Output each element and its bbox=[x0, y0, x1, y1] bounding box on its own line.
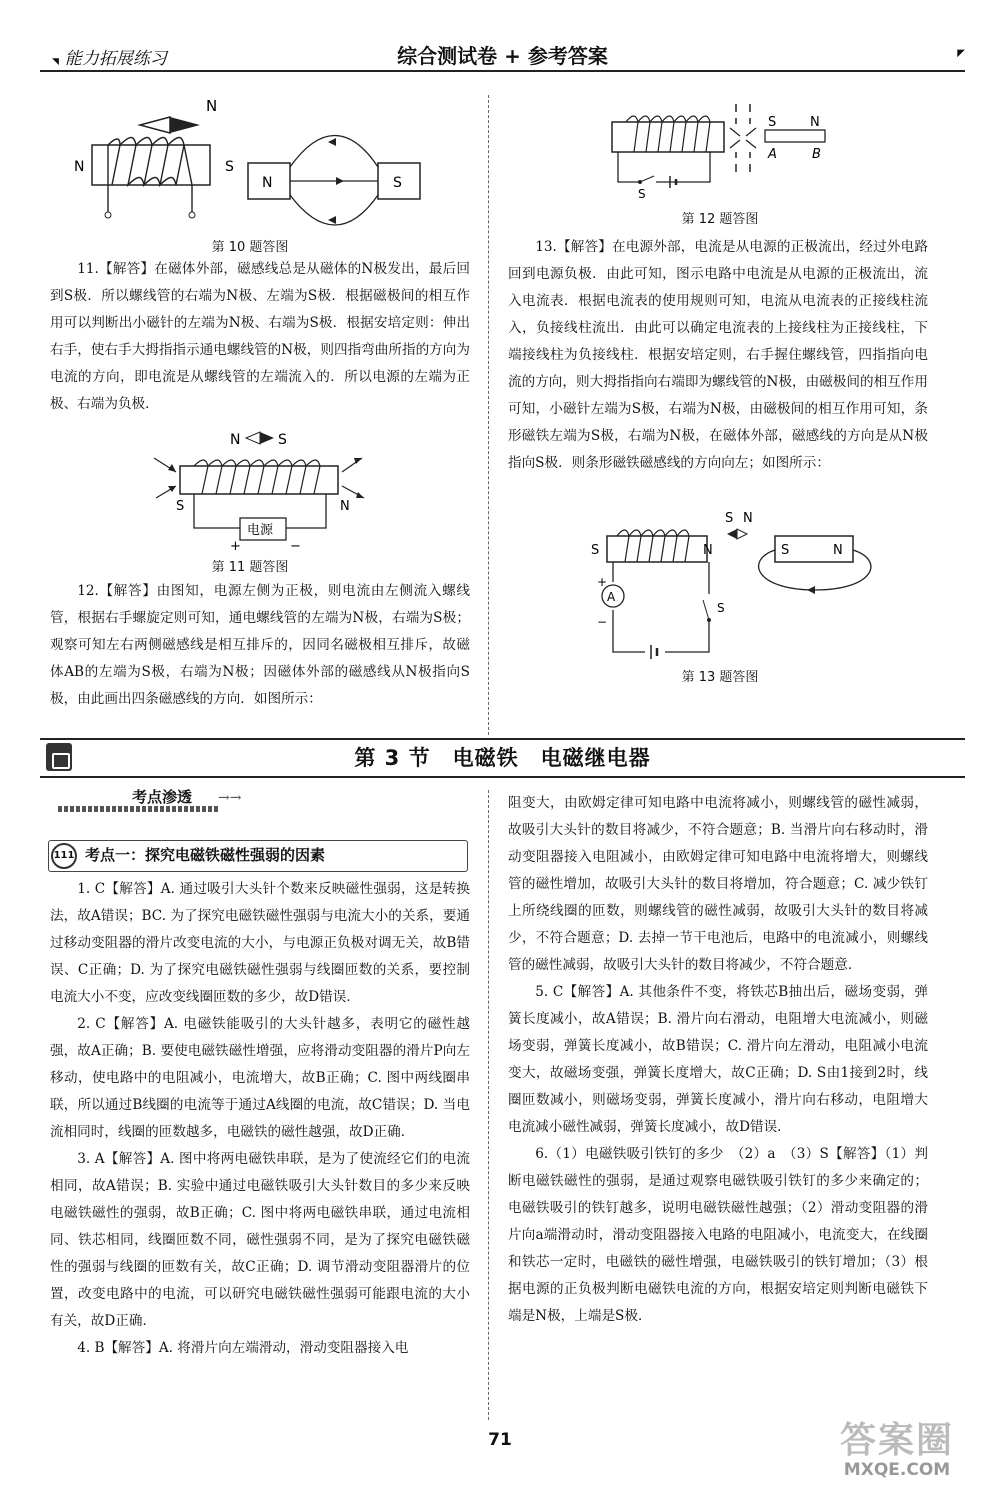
point1-heading bbox=[48, 840, 468, 872]
answer-5: 5. C【解答】A. 其他条件不变，将铁芯B抽出后，磁场变弱，弹簧长度减小，故A错误；B. 滑片向右滑动，电阻增大电流减小，则磁场变弱，弹簧长度减小，故B错误；C. 滑片向左滑动，电阻减小电流变大，故磁场变强，弹簧长度增大，故C正确；D. S由1接到2时，线圈匝数减小，则磁场变弱，弹簧长度减小，滑片向右移动，电阻增大电流减小磁性减弱，弹簧长度减小，故D错误． bbox=[508, 984, 928, 1135]
section-title: 第 3 节 电磁铁 电磁继电器 bbox=[354, 746, 651, 770]
header-corner-mark: ◤ bbox=[957, 48, 965, 59]
fig13-n-bar-label: N bbox=[833, 543, 843, 558]
q13-answer bbox=[508, 234, 928, 477]
fig12-switch-label: S bbox=[638, 187, 646, 200]
fig11-caption: 第 11 题答图 bbox=[211, 560, 289, 575]
fig11-right-n-label: N bbox=[340, 499, 350, 514]
answer-1: 1. C【解答】A. 通过吸引大头针个数来反映磁性强弱，这是转换法，故A错误；BC. 为了探究电磁铁磁性强弱与电流大小的关系，要通过移动变阻器的滑片改变电流的大小，与电源正负极对调无关，故B错误、C正确；D. 为了探究电磁铁磁性强弱与线圈匝数的关系，要控制电流大小不变，应改变线圈匝数的多少，故D错误． bbox=[50, 881, 470, 1005]
q13-paragraph: 13.【解答】在电源外部，电流是从电源的正极流出，经过外电路回到电源负极．由此可知，图示电路中电流是从电源的正极流出，流入电流表．根据电流表的使用规则可知，电流从电流表的正接线柱流入，负接线柱流出．由此可以确定电流表的上接线柱为正接线柱，下端接线柱为负接线柱．根据安培定则，右手握住螺线管，四指指向电流的方向，则大拇指指向右端即为螺线管的N极，由磁极间的相互作用可知，小磁针左端为S极，右端为N极，由磁极间的相互作用可知，条形磁铁左端为S极，右端为N极，在磁体外部，磁感线的方向是从N极指向S极．则条形磁铁磁感线的方向向左；如图所示： bbox=[508, 239, 928, 471]
fig13-ammeter-label: A bbox=[607, 590, 616, 604]
fig10-magnet-n-label: N bbox=[262, 175, 273, 191]
page-header bbox=[40, 40, 965, 72]
fig13-s-bar-label: S bbox=[781, 543, 790, 558]
fig10-n-left-label: N bbox=[74, 159, 85, 175]
q12-answer bbox=[50, 578, 470, 713]
figure-10 bbox=[60, 95, 460, 235]
fig12-b-label: B bbox=[812, 147, 821, 162]
watermark-logo bbox=[822, 1412, 972, 1484]
answers-right-column bbox=[508, 790, 928, 1330]
kaodian-arrows-icon: →→ bbox=[218, 790, 242, 806]
answer-3: 3. A【解答】A. 图中将两电磁铁串联，是为了使流经它们的电流相同，故A错误；B. 实验中通过电磁铁吸引大头针数目的多少来反映电磁铁磁性的强弱，故B正确；C. 图中将两电磁铁串联，通过电流相同、铁芯相同，线圈匝数不同，磁性强弱不同，是为了探究电磁铁磁性的强弱与线圈的匝数有关，故C正确；D. 调节滑动变阻器滑片的位置，改变电路中的电流，可以研究电磁铁磁性强弱可能跟电流的大小有关，故D正确． bbox=[50, 1151, 470, 1329]
header-center-title: 综合测试卷 + 参考答案 bbox=[397, 44, 608, 68]
fig12-caption: 第 12 题答图 bbox=[681, 212, 759, 227]
watermark-top: 答案圈 bbox=[839, 1420, 954, 1461]
figure-13 bbox=[585, 510, 885, 665]
fig10-magnet-s-label: S bbox=[393, 175, 402, 191]
section-title-bar bbox=[40, 738, 965, 778]
q12-paragraph: 12.【解答】由图知，电源左侧为正极，则电流由左侧流入螺线管，根据右手螺旋定则可知，通电螺线管的左端为N极，右端为S极；观察可知左右两侧磁感线是相互排斥的，因同名磁极相互排斥，故磁体AB的左端为S极，右端为N极；因磁体外部的磁感线从N极指向S极，由此画出四条磁感线的方向．如图所示： bbox=[50, 583, 470, 707]
answer-4-start: 4. B【解答】A. 将滑片向左端滑动，滑动变阻器接入电 bbox=[77, 1340, 409, 1356]
fig10-s-right-label: S bbox=[225, 159, 234, 175]
watermark-bottom: MXQE.COM bbox=[843, 1460, 951, 1480]
figure-12 bbox=[600, 100, 840, 200]
fig11-minus-label: − bbox=[290, 539, 301, 554]
answers-left-column bbox=[50, 876, 470, 1362]
fig13-s-coil-label: S bbox=[591, 543, 600, 558]
point-badge-icon: 111 bbox=[51, 843, 77, 869]
fig13-minus-label: − bbox=[597, 615, 608, 629]
fig10-caption: 第 10 题答图 bbox=[211, 240, 289, 255]
page-number: 71 bbox=[488, 1430, 512, 1450]
fig12-a-label: A bbox=[768, 147, 777, 162]
column-divider-bottom bbox=[488, 790, 489, 1420]
fig13-n-top-label: N bbox=[743, 511, 753, 526]
header-left-title: ◥ 能力拓展练习 bbox=[52, 44, 167, 69]
fig10-n-top-label: N bbox=[206, 97, 218, 115]
figure-11 bbox=[150, 428, 380, 558]
fig13-caption: 第 13 题答图 bbox=[681, 670, 759, 685]
fig11-plus-label: + bbox=[230, 539, 241, 554]
fig12-s-label: S bbox=[768, 115, 777, 130]
fig11-source-label: 电源 bbox=[247, 523, 274, 538]
fig13-plus-label: + bbox=[597, 575, 608, 589]
fig11-left-s-label: S bbox=[176, 499, 185, 514]
fig11-s-label: S bbox=[278, 432, 287, 448]
answer-6: 6.（1）电磁铁吸引铁钉的多少 （2）a （3）S【解答】（1）判断电磁铁磁性的强弱，是通过观察电磁铁吸引铁钉的多少来确定的；电磁铁吸引的铁钉越多，说明电磁铁磁性越强；（2）滑动变阻器的滑片向a端滑动时，滑动变阻器接入电路的电阻减小，电流变大，在线圈和铁芯一定时，电磁铁的磁性增强，电磁铁吸引的铁钉增加；（3）根据电源的正负极判断电磁铁电流的方向，根据安培定则判断电磁铁下端是N极，上端是S极． bbox=[508, 1146, 928, 1324]
column-divider-top bbox=[488, 95, 489, 735]
fig13-n-coil-label: N bbox=[703, 543, 713, 558]
fig13-s-top-label: S bbox=[725, 511, 734, 526]
fig13-switch-label: S bbox=[717, 601, 725, 615]
fig11-n-label: N bbox=[230, 432, 241, 448]
fig12-n-label: N bbox=[810, 115, 820, 130]
kaodian-label: 考点渗透 bbox=[132, 788, 193, 806]
answer-2: 2. C【解答】A. 电磁铁能吸引的大头针越多，表明它的磁性越强，故A正确；B. 要使电磁铁磁性增强，应将滑动变阻器的滑片P向左移动，使电路中的电阻减小，电流增大，故B正确；C. 图中两线圈串联，所以通过B线圈的电流等于通过A线圈的电流，故C错误；D. 当电流相同时，线圈的匝数越多，电磁铁的磁性越强，故D正确． bbox=[50, 1016, 470, 1140]
answer-4-continued: 阻变大，由欧姆定律可知电路中电流将减小，则螺线管的磁性减弱，故吸引大头针的数目将减少，不符合题意；B. 当滑片向右移动时，滑动变阻器接入电阻减小，由欧姆定律可知电路中电流将增大，则螺线管的磁性增加，故吸引大头针的数目将增加，符合题意；C. 减少铁钉上所绕线圈的匝数，则螺线管的磁性减弱，故吸引大头针的数目将减少，不符合题意；D. 去掉一节干电池后，电路中的电流减小，则螺线管的磁性减弱，故吸引大头针的数目将减少，不符合题意． bbox=[508, 795, 928, 973]
q11-paragraph: 11.【解答】在磁体外部，磁感线总是从磁体的N极发出，最后回到S极．所以螺线管的右端为N极、左端为S极．根据磁极间的相互作用可以判断出小磁针的左端为N极、右端为S极．根据安培定则：伸出右手，使右手大拇指指示通电螺线管的N极，则四指弯曲所指的方向为电流的方向，即电流是从螺线管的左端流入的．所以电源的左端为正极、右端为负极． bbox=[50, 261, 470, 412]
q11-answer bbox=[50, 256, 470, 418]
point1-label: 考点一：探究电磁铁磁性强弱的因素 bbox=[85, 846, 326, 864]
kaodian-heading bbox=[50, 784, 270, 816]
